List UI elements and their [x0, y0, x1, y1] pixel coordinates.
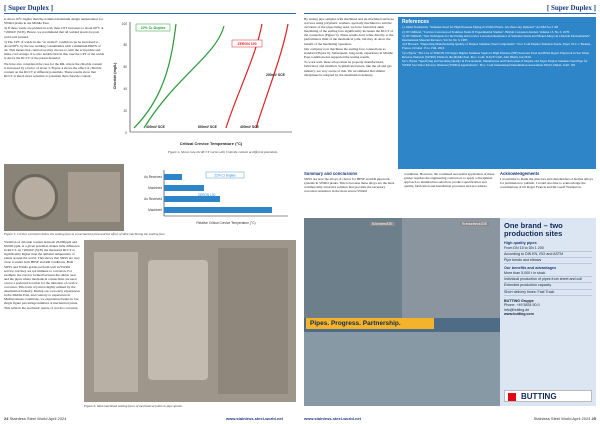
bar-mark: [164, 185, 204, 191]
references-list: [402, 26, 592, 68]
paragraph: Variation of chloride content between 20,000ppm and 60,000 ppm, at a given potential, makes little difference in RCCT. At +200mV (SCE) the measured RCCT is significantly higher than the ambient temperature of plants around the world. This shows that SDSS are very close to under both HPSF and RR conditions. Both SDSS and 6%Mo grades perform well in SWRO service, but they are not immune to corrosion. For example, the crevice formed between the rubber seal and the pipes where mechanical connections are used can be a preferred location for the initiation of crevice corrosion. This form of joint is highly utilised by the desalination industry. During our own early experiences in the Middle East, and contrary to experience in Mediterranean conditions, we experienced leaks in low single figure percentage numbers at mechanical joints. This reflects the stochastic nature of crevice corrosion.: [4, 240, 80, 310]
bar-label: Machined: [148, 208, 162, 212]
paragraph: conditions. However, the continued successful application of these grades requires the engineering contractors to apply a disciplined approach to manufacture selection, product specification and quality, fabrication and installation processes and procedures.: [404, 172, 495, 189]
bar-mark: [164, 207, 272, 213]
bar-labels: [144, 175, 162, 212]
list-item: According to DIN EN, ISO and ASTM: [504, 252, 592, 258]
svg-text:80: 80: [123, 43, 127, 47]
paragraph: SDSS are now the alloys of choice for HPSF and RR pipework systems in SWRO plants. This is because these alloys are the most commercially attractive solution that provides the necessary corrosion resistance in the most severe SWRO: [304, 177, 395, 194]
y-axis-label-chloride: Chloride (mg/L): [113, 62, 117, 90]
contact-phone: Phone: +49 5834 50-0: [504, 303, 540, 308]
list-item: Pipe bends and elbows: [504, 258, 592, 264]
reference-item: 3) JW Oldfield, "Test Techniques for the Pitting and Crevice Corrosion Resistance of Stainless Steels and Nickel Alloys in Chloride Environments". International Material Reviews. Vol 32, No 3, 1987.: [402, 34, 591, 42]
pipe-stack-image: [218, 248, 288, 394]
col2-text: [304, 17, 396, 167]
ad-slogan: Pipes. Progress. Partnership.: [306, 318, 434, 329]
pipe-section-image: [68, 172, 120, 222]
right-footer-url[interactable]: www.stainless-steel-world.net: [304, 416, 361, 421]
figure-4-caption: Figure 4. Shows how the RCCT varies with Chloride content at different potentials.: [168, 150, 278, 154]
magazine-title-left: Stainless Steel World April 2024: [9, 416, 67, 421]
bar-label: Machined: [148, 186, 162, 190]
figure-4-chart: [106, 16, 296, 150]
right-footer: [534, 416, 596, 421]
magazine-title-right: Stainless Steel World April 2024: [533, 416, 591, 421]
paragraph: By testing pipe samples with machined and un-machined surfaces, crevices using polymeric washers, specially machined to suit the curvature of the pipes being used, we have found that skim machining of the sealing face significantly increases the RCCT of the connection (Figure 5). These results don't relate directly to the performance limit of the mechanical joint, but they do show the benefit of the machining operation.: [304, 17, 395, 46]
bar-label: As Received: [144, 197, 162, 201]
reference-item: 6) G. Byrne "Specifying and Securing Quality in Procurement, Manufacture and Fabrication of Duplex and Super Duplex Stainless Steel Pipe for SWRO Sea Water Reverse Osmosis (SWRO) Applications". Proc. Conf International Desalination Association World, Dubai, UAE. 201: [402, 59, 588, 68]
summary-col1: [304, 172, 396, 216]
pipe-flange-image: [12, 174, 58, 220]
series-line-zeron: [226, 24, 262, 128]
butting-logo-icon: [508, 393, 516, 401]
legend-zeron: ZERON 100: [198, 193, 216, 197]
contact-email: info@butting.de: [504, 307, 530, 312]
x-axis-label-cct: Critical Crevice Temperature (°C): [179, 141, 243, 146]
references-box: [398, 17, 596, 169]
advantages-list: [504, 271, 592, 295]
list-item: Extended production capacity: [504, 283, 592, 289]
paragraph: We have also considered the case for the RR, where the chloride content is increased by a factor of about 3. Figure 4 shows the effect of chloride content on the RCCT at different potentials. These results show that RCCT is much more sensitive to potential than chloride content.: [4, 61, 103, 78]
contact-company: BUTTING Gruppe: [504, 298, 534, 303]
paragraph: I would like to thank the directors and shareholders of Rolled Alloys for permission to publish. I would also like to acknowledge the contributions of Dr Roger Francis and Mr Geoff Warburton.: [500, 177, 593, 190]
x-axis-label: Relative Critical Crevice Temperature (°C): [196, 221, 256, 225]
pipe-stack-image: [94, 252, 138, 392]
page-number-right: 25: [591, 416, 596, 421]
left-running-header: [ Super Duplex ]: [4, 4, 54, 12]
contact-block: [504, 299, 592, 317]
bar-label: As Received: [144, 175, 162, 179]
site-label-kreisebeck: Kreisebeck/DE: [462, 222, 488, 226]
factory-photo-kreisebeck: [402, 218, 500, 318]
list-item: Individual production of pipes from sheet and coil: [504, 277, 592, 283]
left-footer-url[interactable]: www.stainless-steel-world.net: [226, 416, 283, 421]
potential-label: 400mV SCE: [146, 125, 165, 129]
figure-5-caption: Figure 5. Crevice corrosion below the sealing face at a mechanical joint and the effect of skim machining the sealing face.: [4, 232, 166, 236]
bar-mark: [164, 174, 182, 180]
y-tick-labels: [122, 22, 128, 135]
figure-5-chart: [128, 166, 296, 230]
col1-bottom-text: [4, 240, 80, 416]
right-header-rule: [304, 13, 596, 14]
series-line-22cr-b: [144, 26, 224, 128]
ad-sidebar: [500, 218, 596, 406]
potential-label: 200mV SCE: [266, 73, 285, 77]
page-number-left: 24: [4, 416, 9, 421]
svg-text:60: 60: [123, 65, 127, 69]
pipes-heading: High quality pipes: [504, 241, 537, 245]
reference-item: 4) P Howard, "Improving Manufacturing Quality of Duplex Stainless Steel Components". Proc Conf Duplex Stainless Steels, Paper 18-C-1 Beaune, France, October 13 to 15th, 2010.: [402, 42, 591, 51]
butting-advertisement: [304, 218, 500, 406]
svg-text:100: 100: [121, 22, 127, 26]
references-heading: References: [402, 19, 429, 25]
figure-4: [106, 16, 296, 158]
paragraph: 4) If these welds are pickled in acid, their CPT increases to about 60°C at +200mV (SCE). Hence, we recommend that all welded spools be post weld acid pickled.: [4, 26, 104, 39]
legend-zeron: ZERON 100: [237, 42, 257, 46]
figure-6-photo: [84, 240, 296, 402]
legend-22cr: 22% Cr Duplex: [214, 173, 236, 178]
paragraph: To work well, these alloys must be properly manufactured, fabricated, and installed. Sophisticated users, like the oil and gas industry, are very aware of this. We recommend that similar disciplines be adopted by the desalination industry.: [304, 60, 392, 77]
butting-logo-box: [504, 390, 592, 402]
list-item: From DN 15 to DN 1 200: [504, 246, 592, 252]
pipe-warehouse-photo: [304, 332, 500, 406]
list-item: More than 5,000 t in stock: [504, 271, 592, 277]
summary-col2: [404, 172, 496, 216]
paragraph: is about 10°C higher than the nominal maximum design temperatures for SWRO plants in the Middle East.: [4, 17, 104, 26]
left-header-rule: [4, 13, 296, 14]
potential-label: 400mV SCE: [240, 125, 259, 129]
reference-item: 5) G Byrne "The Use of ZERON 100 Super Duplex Stainless Steels in High Pressure (HP) Seawater Feed and Brine Reject Pipework in Sea Water Reverse Osmosis (SWRO) Plants in the Middle East. Proc. Conf. NACE UAE, Abu Dhabi, Jan 2019.: [402, 50, 590, 59]
acknowledgements: [500, 172, 596, 216]
ad-side-title: One brand – two production sites: [504, 221, 563, 238]
paragraph: 5) The CPT of welds in the "as welded" condition can be increased to about 68°C by the use welding consumables with a minimum PREN of 42. This means that contractors may choose to omit the acid pickle and make cost savings. It is also notable that in this case the CPT of the welds is above the RCCT of the parent material.: [4, 39, 104, 61]
summary-heading: Summary and conclusions: [304, 172, 358, 176]
butting-logo-text: BUTTING: [521, 392, 557, 401]
reference-item: 1) Johan Nordström, "Stainless Steel for High Pressure Piping in SWRO Plants. Are there any Options?" ACOM No.3 -98: [402, 25, 558, 29]
pipes-list: [504, 246, 592, 264]
figure-5-photo: [4, 164, 124, 231]
col1-top-text: [4, 17, 104, 164]
svg-text:20: 20: [123, 109, 127, 113]
legend-22cr: 22% Cr-Duplex: [140, 26, 166, 30]
site-label-konnern: Könnern/DE: [372, 222, 393, 226]
paragraph: Our company now machines the sealing face connections as standard (Figure 6). Subsequent, long-term, experience in Middle East conditions has supported the testing results.: [304, 46, 393, 60]
left-footer: [4, 416, 66, 421]
right-running-header: [ Super Duplex ]: [546, 4, 596, 12]
list-item: Short delivery times: Fast Track: [504, 290, 592, 296]
contact-web: www.butting.com: [504, 312, 534, 317]
advantages-heading: Our benefits and advantages: [504, 266, 557, 271]
figure-6-caption: Figure 6. Skim machined sealing faces of mechanical joints in pipe spools.: [84, 404, 183, 408]
reference-item: 2) JW Oldfield, "Crevice Corrosion of Stainless Steels II Experimental Studies". British Corrosion Journal. Volume 13, No 3, 1978.: [402, 29, 570, 34]
pipe-stack-image: [148, 260, 208, 380]
ack-heading: Acknowledgements: [500, 172, 540, 176]
potential-label: 600mV SCE: [198, 125, 217, 129]
svg-text:40: 40: [123, 87, 127, 91]
factory-photo-konnern: [304, 218, 402, 318]
svg-text:0: 0: [125, 131, 127, 135]
